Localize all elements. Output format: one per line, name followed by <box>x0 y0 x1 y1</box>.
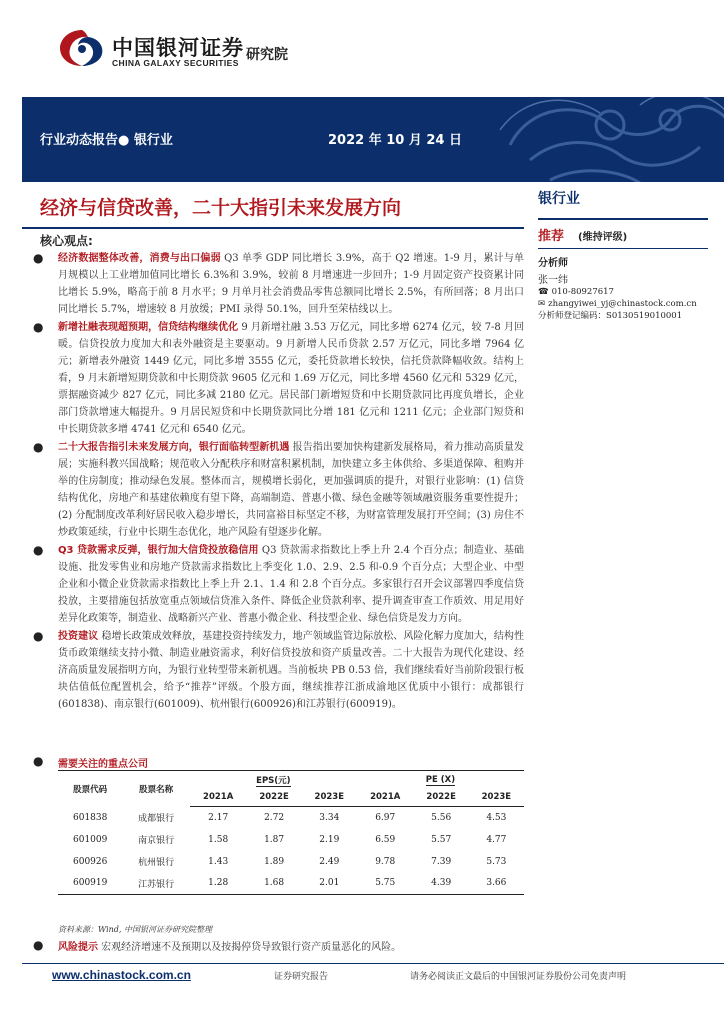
cell-eps: 3.34 <box>319 812 340 823</box>
footer-divider <box>22 963 724 964</box>
cell-eps: 1.58 <box>208 834 229 845</box>
cell-pe: 5.73 <box>486 856 507 867</box>
sidebar <box>538 188 724 322</box>
cell-eps: 2.19 <box>319 834 340 845</box>
col-header-year: 2021A <box>190 789 247 807</box>
bullet-text: 报告指出要加快构建新发展格局，着力推动高质量发展；实施科教兴国战略；规范收入分配秩序和财富积累机制，加快建立多主体供给、多渠道保障、租购并举的住房制度；推动绿色发展。整体而言，规模增长弱化，更加强调质的提升，对银行业影响：(1) 信贷结构优化，房地产和基建依赖度有望下降，高端制造、普惠小微、绿色金融等领域融资服务重要性提升；(2) 分配制度改革利好居民收入稳步增长，共同富裕目标坚定不移，为财富管理发展打开空间；(3) 房住不炒政策延续，行业中长期生态优化，地产风险有望逐步化解。 <box>58 442 524 538</box>
analyst-email[interactable] <box>538 298 724 310</box>
cell-code: 600919 <box>58 873 122 895</box>
table-row <box>58 807 524 829</box>
list-item <box>30 628 524 713</box>
cell-name: 南京银行 <box>138 836 175 846</box>
table-row <box>58 829 524 851</box>
brand-name-en: CHINA GALAXY SECURITIES <box>112 58 239 68</box>
analyst-name: 张一纬 <box>538 274 568 286</box>
email-icon: ✉ <box>538 298 546 309</box>
cell-eps: 1.43 <box>208 856 229 867</box>
bullet-icon: ● <box>33 320 44 334</box>
risk-note <box>30 938 524 953</box>
bullet-text: 9 月新增社融 3.53 万亿元，同比多增 6274 亿元，较 7-8 月回暖。信贷投放力度加大和表外融资是主要驱动。9 月新增人民币贷款 2.57 万亿元，同比多增 7964 亿元；新增表外融资 1449 亿元，同比多增 3555 亿元，委托贷款增长较快，信托贷款降幅收敛。结构上看，9 月末新增短期贷款和中长期贷款 9605 亿元和 1.69 万亿元，同比多增 4560 亿元和 5329 亿元，票据融资减少 827 亿元，同比多减 2180 亿元。居民部门新增短贷和中长期贷款同比再度负增长，企业部门贷款增速大幅提升。9 月居民短贷和中长期贷款同比分增 181 亿元和 1211 亿元；企业部门短贷和中长期贷款多增 4741 亿元和 6540 亿元。 <box>58 322 524 435</box>
analyst-phone <box>538 286 724 298</box>
bullet-highlight: 投资建议 <box>58 631 99 642</box>
cloud-pattern-icon <box>490 97 724 182</box>
email-text[interactable]: zhangyiwei_yj@chinastock.com.cn <box>548 298 697 309</box>
col-header-year: 2022E <box>246 789 301 807</box>
col-header-year: 2021A <box>357 789 414 807</box>
cell-eps: 1.89 <box>264 856 285 867</box>
cell-pe: 5.57 <box>431 834 452 845</box>
report-date: 2022 年 10 月 24 日 <box>328 133 462 148</box>
cell-code: 600926 <box>73 856 108 867</box>
risk-text: 宏观经济增速不及预期以及按揭停贷导致银行资产质量恶化的风险。 <box>98 942 402 953</box>
analyst-heading: 分析师 <box>538 257 568 269</box>
bullet-highlight: 二十大报告指引未来发展方向，银行面临转型新机遇 <box>58 442 290 453</box>
bullet-text: Q3 单季 GDP 同比增长 3.9%，高于 Q2 增速。1-9 月，累计与单月规模以上工业增加值同比增长 6.3%和 3.9%，较前 8 月增速进一步回升；1-9 月固定资产投资累计同比增长 5.9%，略高于前 8 月水平；9 月单月社会消费品零售总额同比增长 2.5%，有所回落；8 月出口同比增长 5.7%，增速较 8 月放缓；PMI 录得 50.1%，回升至荣枯线以上。 <box>58 253 525 315</box>
bullet-highlight: 新增社融表现超预期，信贷结构继续优化 <box>58 322 239 333</box>
list-item <box>30 542 524 627</box>
brand-name-cn: 中国银河证券 <box>112 36 244 60</box>
cell-pe: 5.75 <box>357 873 414 895</box>
table-row <box>58 851 524 873</box>
cell-pe: 7.39 <box>431 856 452 867</box>
analyst-cert: 分析师登记编码：S0130519010001 <box>538 310 683 321</box>
risk-highlight: 风险提示 <box>58 942 98 953</box>
bullet-icon: ● <box>33 938 44 952</box>
report-type-label: 行业动态报告● 银行业 <box>40 133 173 148</box>
eps-label: EPS(元) <box>256 775 291 786</box>
cell-name: 江苏银行 <box>122 873 189 895</box>
cell-pe: 4.53 <box>486 812 507 823</box>
bullet-highlight: Q3 贷款需求反弹，银行加大信贷投放稳信用 <box>58 545 259 556</box>
cell-eps: 2.49 <box>319 856 340 867</box>
col-header-eps <box>190 771 357 789</box>
rating-block <box>538 225 724 244</box>
phone-icon: ☎ <box>538 286 549 297</box>
bullet-icon: ● <box>33 251 44 265</box>
col-header-year: 2023E <box>302 789 357 807</box>
rating-note: (维持评级) <box>578 231 628 243</box>
cell-pe: 9.78 <box>375 856 396 867</box>
cell-name: 杭州银行 <box>138 858 175 868</box>
table-section-title: 需要关注的重点公司 <box>58 759 148 770</box>
sidebar-divider <box>538 218 708 220</box>
cell-eps: 1.68 <box>246 873 301 895</box>
col-header-name: 股票名称 <box>122 771 189 807</box>
table-source-note: 资料来源：Wind, 中国银河证券研究院整理 <box>58 925 212 934</box>
bullet-text: 稳增长政策成效释放，基建投资持续发力，地产领域监管边际放松、风险化解力度加大，结构性货币政策继续支持小微、制造业融资需求，利好信贷投放和资产质量改善。二十大报告为现代化建设、经济高质量发展指明方向，为银行业转型带来新机遇。当前板块 PB 0.53 倍，我们继续看好当前阶段银行板块估值低位配置机会，给予“推荐”评级。个股方面，继续推荐江浙成渝地区优质中小银行：成都银行(601838)、南京银行(601009)、杭州银行(600926)和江苏银行(600919)。 <box>58 631 524 710</box>
cell-code: 601009 <box>73 834 108 845</box>
col-header-code: 股票代码 <box>58 771 122 807</box>
cell-code: 601838 <box>73 812 108 823</box>
col-header-year: 2022E <box>414 789 469 807</box>
cell-pe: 4.77 <box>486 834 507 845</box>
galaxy-logo-icon <box>58 28 106 68</box>
cell-eps: 1.28 <box>190 873 247 895</box>
core-points-list <box>30 250 524 714</box>
page-title: 经济与信贷改善，二十大指引未来发展方向 <box>40 197 402 219</box>
cell-pe: 5.56 <box>431 812 452 823</box>
cell-eps: 1.87 <box>264 834 285 845</box>
institute-label: 研究院 <box>246 47 288 63</box>
bullet-icon: ● <box>33 543 44 557</box>
bullet-text: Q3 贷款需求指数比上季上升 2.4 个百分点；制造业、基础设施、批发零售业和房地产贷款需求指数比上季变化 1.0、2.9、2.5 和-0.9 个百分点；大型企业、中型企业和小微企业贷款需求指数比上季上升 2.1、1.4 和 2.8 个百分点。多家银行召开会议部署四季度信贷投放，主要措施包括放宽重点领域信贷准入条件、降低企业贷款利率、提升调查审查工作质效、用足用好差异化政策等，制造业、战略新兴产业、普惠小微企业、科技型企业、绿色信贷是发力方向。 <box>58 545 524 624</box>
cell-pe: 6.97 <box>375 812 396 823</box>
bullet-highlight: 经济数据整体改善，消费与出口偏弱 <box>58 253 221 264</box>
phone-text: 010-80927617 <box>551 286 614 297</box>
sidebar-industry: 银行业 <box>538 191 580 207</box>
footer-disclaimer: 请务必阅读正文最后的中国银河证券股份公司免责声明 <box>410 972 627 982</box>
title-divider <box>22 227 524 229</box>
table-row <box>58 873 524 895</box>
bullet-icon: ● <box>33 754 44 768</box>
footer-report-type: 证券研究报告 <box>274 972 329 982</box>
pe-label: PE (X) <box>425 774 456 785</box>
cell-pe: 4.39 <box>414 873 469 895</box>
cell-eps: 2.01 <box>302 873 357 895</box>
col-header-pe <box>357 771 524 789</box>
report-banner <box>22 97 724 182</box>
bullet-icon: ● <box>33 629 44 643</box>
list-item <box>30 319 524 438</box>
bullet-icon: ● <box>33 440 44 454</box>
col-header-year: 2023E <box>469 789 524 807</box>
cell-pe: 6.59 <box>375 834 396 845</box>
cell-name: 成都银行 <box>138 814 175 824</box>
cell-eps: 2.72 <box>264 812 285 823</box>
core-heading: 核心观点: <box>40 234 93 248</box>
footer-website-link[interactable]: www.chinastock.com.cn <box>52 968 191 982</box>
rating-label: 推荐 <box>538 228 565 244</box>
list-item <box>30 439 524 541</box>
key-companies-table <box>58 770 524 895</box>
list-item <box>30 250 524 318</box>
cell-pe: 3.66 <box>469 873 524 895</box>
sidebar-divider <box>538 248 708 249</box>
cell-eps: 2.17 <box>208 812 229 823</box>
